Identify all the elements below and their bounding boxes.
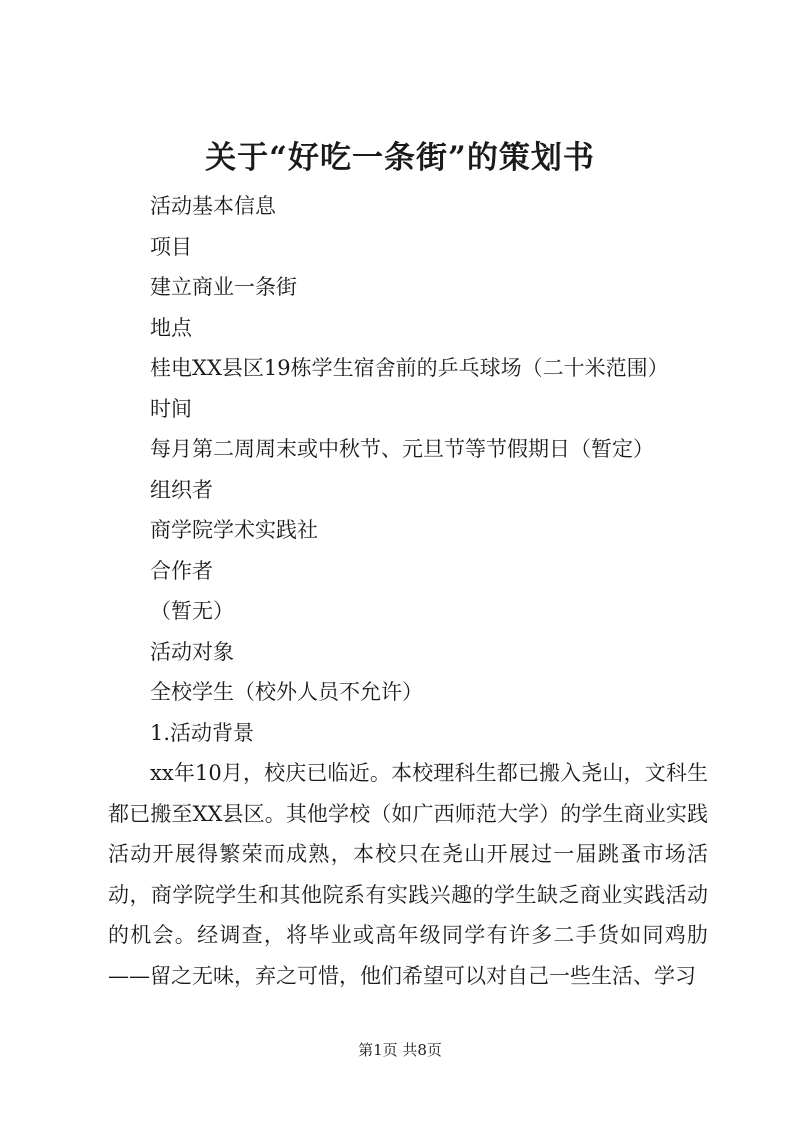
document-body <box>108 186 708 996</box>
label-audience: 活动对象 <box>150 639 234 664</box>
label-partner: 合作者 <box>150 558 213 583</box>
label-organizer: 组织者 <box>150 477 213 502</box>
value-audience: 全校学生（校外人员不允许） <box>150 680 423 704</box>
section-heading-basic-info: 活动基本信息 <box>150 194 276 218</box>
background-paragraph: xx年10月，校庆已临近。本校理科生都已搬入尧山，文科生都已搬至XX县区。其他学校（如广西师范大学）的学生商业实践活动开展得繁荣而成熟，本校只在尧山开展过一届跳蚤市场活动，商学院学生和其他院系有实践兴趣的学生缺乏商业实践活动的机会。经调查，将毕业或高年级同学有许多二手货如同鸡肋——留之无味，弃之可惜，他们希望可以对自己一些生活、学习 <box>108 761 708 988</box>
label-time: 时间 <box>150 396 192 421</box>
document-title: 关于“好吃一条街”的策划书 <box>205 140 595 176</box>
page-footer: 第1页 共8页 <box>358 1041 442 1059</box>
value-location: 桂电XX县区19栋学生宿舍前的乒乓球场（二十米范围） <box>150 356 669 380</box>
section-heading-background: 1.活动背景 <box>150 720 255 745</box>
label-location: 地点 <box>150 315 192 340</box>
value-project: 建立商业一条街 <box>150 275 297 299</box>
value-time: 每月第二周周末或中秋节、元旦节等节假期日（暂定） <box>150 437 654 461</box>
value-organizer: 商学院学术实践社 <box>150 518 318 542</box>
label-project: 项目 <box>150 234 192 259</box>
value-partner: （暂无） <box>150 599 234 623</box>
